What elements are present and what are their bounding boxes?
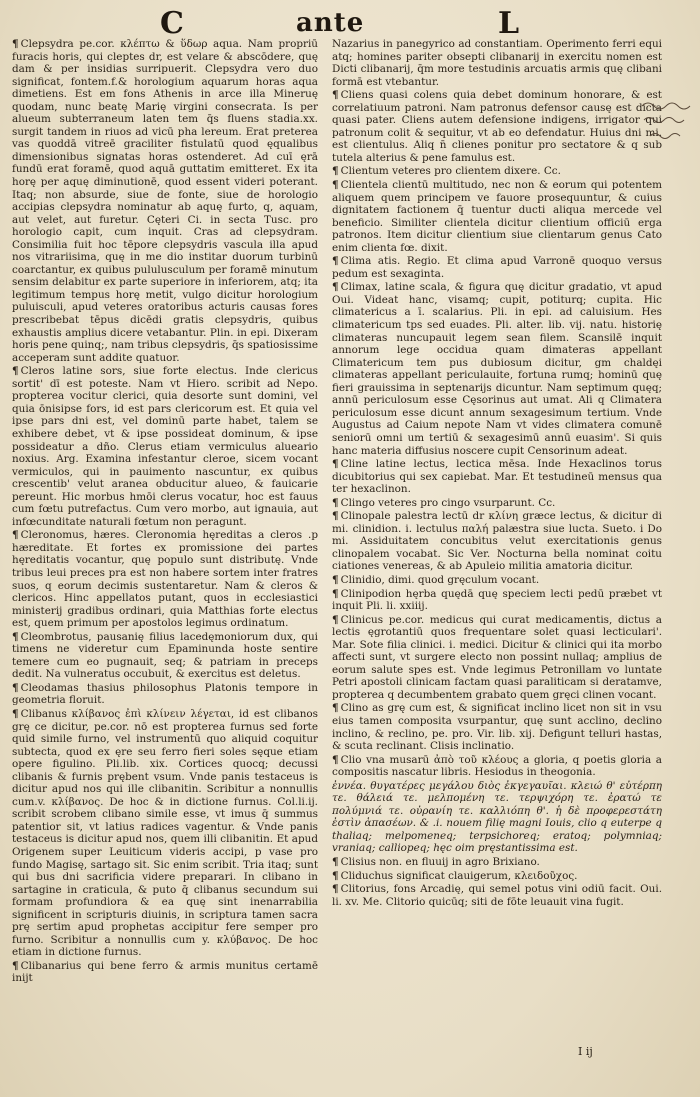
entry-cleronomus: ¶ Cleronomus, hæres. Cleronomia hęreditas a cleros .p hæreditate. Et fortes ex promissione dei partes hęreditatis vocantur, quę populo sunt distributę. Vnde tribus leui preces pra est non habere sortem inter fratres suos, q eorum decimis sustentaretur. Nam & cleros & clericos. Hinc appellatos putant, quos in ecclesiastici ministerij gradibus ordinari, quia Matthias forte electus est, quem primum per apostolos legimus ordinatum. <box>12 529 318 630</box>
entry-climax: ¶ Climax, latine scala, & figura quę dicitur gradatio, vt apud Oui. Videat hanc, visamq; cupit, potiturq; cupita. Hic climatericus a ī. scalarius. Pli. in epi. ad caluisium. Hes climatericum tps sed euades. Pli. alter. lib. vij. natu. historię climateras nuncupauit legem sean filem. Scansilē inquit annorum lege occidua quam dimateras appellant Climatericum tem pus dubiosum dicitur, gm chaldęi climateras appellant periculauite, fortuna rumq; hominū quę fieri grauissima in septenarijs dicuntur. Nam septimum quęq; annū periculosum esse Cęsorinus aut umat. Ali q Climatera periculosum esse dicunt annum sexagesimum tertium. Vnde Augustus ad Caium nepote Nam vt vides climatera comunē seniorū omni um tertiū & sexagesimū annū euasim'. Si quis hanc materia diffusius noscere cupit Censorinum adeat. <box>332 281 662 457</box>
entry-cleombrotus: ¶ Cleombrotus, pausanię filius lacedęmoniorum dux, qui timens ne videretur cum Epaminunda hoste sentire temere cum eo pugnauit, seq; & patriam in preceps dedit. Na vulneratus occubuit, & exercitus est deletus. <box>12 630 318 681</box>
left-column <box>12 38 318 986</box>
folio-number: I ij <box>578 1045 593 1058</box>
entry-cleodamas: ¶ Cleodamas thasius philosophus Platonis tempore in geometria floruit. <box>12 681 318 707</box>
header-right-letter: L <box>498 6 520 41</box>
entry-cleros: ¶ Cleros latine sors, siue forte electus. Inde clericus sortit' dī est poteste. Nam vt Hiero. scribit ad Nepo. propterea vocitur clerici, quia desorte sunt domini, vel quia ōnisipse fors, id est pars clericorum est. Et quia vel ipse pars dni est, vel dominū parte habet, talem se exhibere debet, vt & ipse possideat dominum, & ipse possideatur a dño. Clerus etiam vermiculus alueario noxius. Arg. Examina infestantur cleroe, sicem vocant vermiculos, qui in pauimento nascuntur, ex quibus crescentib' velut aranea obducitur alueo, & fauicarie pereunt. Hic morbus hmōi clerus vocatur, hoc est fauus cum fœtu putrefactus. Cum vero morbo, aut ignauia, aut infœcunditate naturali fœtum non peragunt. <box>12 365 318 528</box>
entry-clibanus: ¶ Clibanus κλίβανος ἐπὶ κλίνειν λέγεται, id est clibanos grę ce dicitur, pe.cor. nō est propterea furnus sed forte quid simile furno, vel instrumentū quo aliquid coquitur subtecta, quod ex ęre seu ferro fieri soles sęque etiam opere figulino. Pli.lib. xix. Cortices quocq; decussi clibanis & furnis prębent vsum. Vnde panis testaceus is dicitur apud nos qui ille clibanitin. Scribitur a nonnullis cum.v. κλίβανος. De hoc & in dictione furnus. Col.li.ij. scribit scrobem clibano simile esse, vt imus q̄ summus patentior sit, vt latius radices vagentur. & Vnde panis testaceus is dicitur apud nos, quem illi clibanitin. Et apud Origenem super Leuiticum videris accipi, p vase pro fundo Magisę, sartago sit. Sic enim scribit. Tria itaq; sunt qui bus dni sacrificia videre preparari. In clibano in sartagine in craticula, & puto q̄ clibanus secundum sui formam profundiora & ea quę sint inenarrabilia significent in scripturis diuinis, in scriptura tamen sacra prę sertim apud prophetas accipitur fere semper pro furno. Scribitur a nonnullis cum y. κλύβανος. De hoc etiam in dictione furnus. <box>12 707 318 959</box>
entry-clinicus: ¶ Clinicus pe.cor. medicus qui curat medicamentis, dictus a lectis ęgrotantiū quos frequentare solet quasi lecticulari'. Mar. Sote filia clinici. i. medici. Dicitur & clinici qui ita morbo affecti sunt, vt surgere electo non possint nullaq; amplius de eorum salute spes est. Vnde legimus Petronillam vo luntate Petri apostoli clinicam factam quasi paraliticam si deratamve, propterea q decumbentem grabato quem gręci clinen vocant. <box>332 613 662 701</box>
entry-clinidio: ¶ Clinidio, dimi. quod gręculum vocant. <box>332 573 540 586</box>
entry-nazarius-continued: Nazarius in panegyrico ad constantiam. Operimento ferri equi atq; homines pariter obsepti clibanarij in exercitu nomen est Dicti clibanarij, q̄m more testudinis arcuatis armis quę clibani formā est vtebantur. <box>332 38 662 88</box>
entry-clientela: ¶ Clientela clientū multitudo, nec non & eorum qui potentem aliquem quem principem ve fauore prosequuntur, & cuius dignitatem factionem q̄ tuentur ducti aliqua mercede vel beneficio. Similiter clientela dicitur clientium officiū erga patronos. Item dicitur clientium siue clientarum genus Cato enim clienta fœ. dixit. <box>332 179 662 254</box>
entry-clino: ¶ Clino as grę cum est, & significat inclino licet non sit in vsu eius tamen composita vsurpantur, quę sunt acclino, declino inclino, & reclino, pe. pro. Vir. lib. xij. Defigunt telluri hastas, & scuta reclinant. Clisis inclinatio. <box>332 702 662 753</box>
entry-clio: ¶ Clio vna musarū ἀπὸ τοῦ κλέους a gloria, q poetis gloria a compositis nascatur libris. Hesiodus in theogonia. <box>332 753 662 779</box>
entry-clima: ¶ Clima atis. Regio. Et clima apud Varronē quoquo versus pedum est sexaginta. <box>332 255 662 280</box>
entry-clisius: ¶ Clisius non. en fluuij in agro Brixiano. <box>332 856 540 868</box>
header-left-letter: C <box>160 6 184 41</box>
entry-clinopale: ¶ Clinopale palestra lectū dr κλίνη græce lectus, & dicitur di mi. clinidion. i. lectulus παλή palæstra siue lucta. Sueto. i Do mi. Assiduitatem concubitus velut exercitationis genus clinopalem vocabat. Sic Ver. Nocturna bella nominat coitu ciationes venereas, & ab Apuleio militia amatoria dicitur. <box>332 510 662 573</box>
entry-clepsydra: ¶ Clepsydra pe.cor. κλέπτω & ὕδωρ aqua. Nam propriū furacis horis, qui cleptes dr, est velare & abscōdere, quę dam & per insidias surripuerit. Clepsydra vero duo significat, fontem.f.& horologium aquarum horas aqua dimetiens. Est em fons Athenis in arce illa Mineruę quodam, nunc beatę Marię virgini consecrata. Is per alueum subterraneum laten tem q̄s fluens stadia.xx. surgit tandem in riuos ad vicū pha lereum. Erat preterea vas quoddā vitreē graciliter fistulatū quod ęqualibus dimensionibus signatas horas ostenderet. Ad cuī ęrā fundū erat foramē, quod aquā guttatim emitteret. Ex ita horę per aquę diminutionē, quod essent videri poterant. Itaq; non absurde, siue de fonte, siue de horologio accipias clepsydra nominatur ab aquę furto, q, aquam, aut velet, aut furetur. Cęteri Ci. in secta Tusc. pro horologio capit, cum inquit. Cras ad clepsydram. Consimilia fuit hoc tēpore clepsydris vascula illa apud nos vitrariisima, quę in me dio institar duorum turbinū coarctantur, ex quibus pululusculum per foramē minutum sensim delabitur ex parte superiore in inferiorem, atq; ita legitimum tempus horę metit, vulgo dicitur horologium puluisculi, apud veteres oratoribus acturis causas fores prescribebat tēpus dicēdi gratis clepsydris, quibus exhaustis amplius dicere vetabantur. Plin. in epi. Dixeram horis pene quinq;, nam tribus clepsydris, q̄s spatiosissime acceperam sunt addite quatuor. <box>12 38 318 364</box>
header-title: ante <box>296 8 365 38</box>
entry-clingo: ¶ Clingo veteres pro cingo vsurparunt. Cc. <box>332 496 556 509</box>
entry-clinipodion: ¶ Clinipodion hęrba quędā quę speciem lecti pedū præbet vt inquit Pli. li. xxiiij. <box>332 587 662 613</box>
right-column <box>332 38 662 909</box>
entry-clientum: ¶ Clientum veteres pro clientem dixere. Cc. <box>332 165 561 178</box>
entry-cliduchus: ¶ Cliduchus significat clauigerum, κλειδοῦχος. <box>332 869 578 882</box>
entry-cliens: ¶ Cliens quasi colens quia debet dominum honorare, & est correlatiuum patroni. Nam patronus defensor causę est dicta quasi pater. Cliens autem defensione indigens, irrigator qui patronum colit & sequitur, vt ab eo defendatur. Huius dni mi. est clientulus. Aliq n̄ clienes ponitur pro sectatore & q sub tutela alterius & pene famulus est. <box>332 89 662 164</box>
entry-clibanarius: ¶ Clibanarius qui bene ferro & armis munitus certamē inijt <box>12 959 318 985</box>
entry-clitorius: ¶ Clitorius, fons Arcadię, qui semel potus vini odiū facit. Oui. li. xv. Me. Clitorio quicūq; siti de fōte leuauit vina fugit. <box>332 883 662 908</box>
running-header <box>0 4 700 40</box>
handwritten-margin-note <box>640 98 698 158</box>
entry-cline: ¶ Cline latine lectus, lectica mēsa. Inde Hexaclinos torus dicubitorius qui sex capiebat. Mar. Et testudineū mensus qua ter hexaclinon. <box>332 458 662 496</box>
greek-quotation: ἐννέα. θυγατέρες μεγάλου διὸς ἐκγεγαυῖαι. κλειώ θ' εὐτέρπη τε. θάλειά τε. μελπομένη τε. τερψιχόρη τε. ἐρατώ τε πολύμνιά τε. οὐρανίη τε. καλλιόπη θ'. ἡ δὲ προφερεστάτη ἐστὶν ἁπασέων. & .i. nouem filię magni Iouis, clio q euterpe q thaliaq; melpomeneq; terpsichoreq; eratoq; polymniaq; vraniaq; calliopeq; hęc oim pręstantissima est. <box>332 779 662 855</box>
